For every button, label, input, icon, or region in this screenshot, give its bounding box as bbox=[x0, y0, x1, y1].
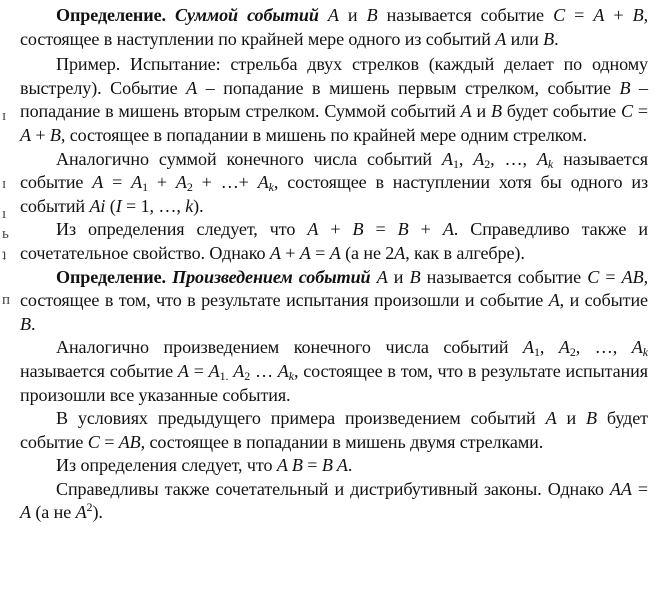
text-run: Пример. Испытание: стрельба двух стрелков (каждый делает по одному выстрелу). Событие bbox=[20, 54, 648, 98]
math-symbol: A bbox=[394, 242, 406, 263]
text-run: , состоящее в попадании в мишень по крайней мере одним стрелком. bbox=[60, 124, 587, 145]
math-symbol: A bbox=[299, 242, 311, 263]
math-symbol: A B bbox=[276, 455, 303, 476]
math-symbol: B bbox=[409, 266, 421, 287]
math-symbol: A bbox=[186, 77, 198, 98]
text-run: + bbox=[408, 219, 443, 240]
text-run: Аналогично произведением конечного числа событий bbox=[56, 337, 524, 358]
math-symbol: A bbox=[20, 124, 31, 145]
definition-sum bbox=[20, 4, 648, 51]
text-run: и bbox=[387, 266, 410, 287]
math-symbol: A bbox=[376, 266, 388, 287]
text-run: , …, bbox=[490, 148, 537, 169]
text-run: = bbox=[103, 172, 132, 193]
math-symbol: I bbox=[115, 195, 122, 216]
math-symbol: Ai bbox=[89, 195, 106, 216]
text-run: будет событие bbox=[501, 101, 622, 122]
subscript: 2 bbox=[244, 368, 251, 383]
text-run: Справедливы также сочетательный и дистрибутивный законы. Однако bbox=[56, 478, 610, 499]
math-symbol: A bbox=[442, 219, 454, 240]
math-symbol: A bbox=[257, 172, 269, 193]
text-run: называется событие bbox=[20, 360, 178, 381]
text-run: + …+ bbox=[192, 172, 258, 193]
text-run: . bbox=[554, 28, 559, 49]
math-symbol: A bbox=[307, 219, 319, 240]
text-run: = bbox=[363, 219, 398, 240]
text-run: . bbox=[30, 313, 36, 334]
text-run: Аналогично суммой конечного числа событий bbox=[56, 148, 442, 169]
text-run: = bbox=[99, 431, 119, 452]
text-run: называется событие bbox=[377, 5, 554, 25]
margin-mark: ʇ bbox=[2, 248, 7, 264]
text-run: будет событие bbox=[20, 408, 648, 452]
text-run: = bbox=[302, 455, 322, 476]
example-paragraph bbox=[20, 53, 648, 147]
text-run: = 1, …, bbox=[121, 195, 186, 216]
text-run: , состоящее в попадании в мишень двумя стрелками. bbox=[140, 431, 544, 452]
subscript: 1. bbox=[219, 368, 229, 383]
math-symbol: B bbox=[366, 5, 378, 25]
margin-mark: ɪ bbox=[2, 108, 7, 124]
math-symbol: A bbox=[442, 148, 453, 169]
math-symbol: A bbox=[269, 242, 281, 263]
subscript: 1 bbox=[533, 345, 540, 360]
subscript: 2 bbox=[569, 345, 576, 360]
math-symbol: A bbox=[536, 148, 548, 169]
definition-product bbox=[20, 266, 648, 337]
text-run: + bbox=[604, 5, 633, 25]
product-example-paragraph bbox=[20, 407, 648, 454]
math-symbol: B bbox=[543, 28, 555, 49]
math-symbol: A bbox=[233, 360, 245, 381]
math-symbol: A bbox=[548, 290, 560, 311]
text-run: + bbox=[280, 242, 300, 263]
subscript: 2 bbox=[186, 180, 193, 195]
text-run: – попадание в мишень первым стрелком, событие bbox=[197, 77, 620, 98]
math-symbol: B bbox=[490, 101, 502, 122]
text-run: = bbox=[565, 5, 594, 25]
text-run: + bbox=[30, 124, 50, 145]
math-symbol: A bbox=[277, 360, 289, 381]
math-symbol: A bbox=[495, 28, 507, 49]
math-symbol: B bbox=[586, 408, 597, 429]
text-run: ). bbox=[92, 502, 103, 523]
math-symbol: A bbox=[327, 5, 339, 25]
margin-mark: ɪ bbox=[2, 176, 7, 192]
math-symbol: A bbox=[175, 172, 187, 193]
text-run: , состоящее в наступлении хотя бы одного из событий bbox=[20, 172, 649, 216]
text-run: , bbox=[458, 148, 474, 169]
text-run: , и событие bbox=[559, 290, 648, 311]
math-symbol: B bbox=[49, 124, 61, 145]
term-sum: Суммой событий bbox=[175, 5, 319, 25]
laws-paragraph bbox=[20, 478, 648, 525]
math-symbol: A bbox=[208, 360, 220, 381]
math-symbol: AB bbox=[621, 266, 644, 287]
term-product: Произведением событий bbox=[172, 266, 371, 287]
text-run: = bbox=[633, 101, 649, 122]
subscript: k bbox=[642, 345, 648, 360]
text-run: … bbox=[250, 360, 278, 381]
text-run: = bbox=[188, 360, 209, 381]
math-symbol: C bbox=[587, 266, 600, 287]
text-run: (а не bbox=[30, 502, 76, 523]
text-run: . bbox=[347, 455, 353, 476]
text-run: В условиях предыдущего примера произведением событий bbox=[56, 408, 546, 429]
math-symbol: A bbox=[20, 502, 31, 523]
math-symbol: C bbox=[621, 101, 633, 122]
text-run: , …, bbox=[575, 337, 632, 358]
text-run: . Справедливо также и сочетательное свойство. Однако bbox=[20, 219, 648, 263]
math-symbol: C bbox=[553, 5, 566, 25]
math-symbol: AA bbox=[609, 478, 632, 499]
math-symbol: B bbox=[20, 313, 31, 334]
text-run bbox=[319, 5, 328, 25]
math-symbol: B bbox=[352, 219, 364, 240]
subscript: 2 bbox=[484, 156, 491, 171]
subscript: k bbox=[288, 368, 294, 383]
math-symbol: C bbox=[87, 431, 100, 452]
text-run: или bbox=[506, 28, 544, 49]
text-run: , состоящее в том, что в результате испытания произошли все указанные события. bbox=[20, 360, 648, 405]
sum-properties-paragraph bbox=[20, 218, 648, 265]
math-symbol: A bbox=[631, 337, 643, 358]
text-run: Из определения следует, что bbox=[56, 455, 277, 476]
text-run: + bbox=[318, 219, 353, 240]
text-run: называется событие bbox=[420, 266, 588, 287]
math-symbol: A bbox=[177, 360, 189, 381]
math-symbol: A bbox=[558, 337, 570, 358]
math-symbol: k bbox=[185, 195, 194, 216]
math-symbol: A bbox=[523, 337, 534, 358]
math-symbol: B bbox=[619, 77, 631, 98]
math-symbol: B A bbox=[321, 455, 348, 476]
text-run: = bbox=[599, 266, 622, 287]
math-symbol: A bbox=[593, 5, 605, 25]
text-run: , состоящее в том, что в результате испытания произошли и событие bbox=[20, 266, 648, 311]
math-symbol: B bbox=[397, 219, 409, 240]
math-symbol: A bbox=[92, 172, 104, 193]
text-run: , как в алгебре). bbox=[405, 242, 525, 263]
math-symbol: A bbox=[329, 242, 341, 263]
text-run: , состоящее в наступлении по крайней мере одного из событий bbox=[20, 5, 648, 49]
text-run: Из определения следует, что bbox=[56, 219, 308, 240]
margin-mark: п bbox=[2, 292, 11, 308]
text-run: + bbox=[148, 172, 176, 193]
text-run: и bbox=[471, 101, 491, 122]
definition-label: Определение. bbox=[56, 5, 166, 25]
document-page bbox=[20, 4, 648, 525]
text-run: и bbox=[556, 408, 587, 429]
text-run: и bbox=[338, 5, 367, 25]
text-run: ). bbox=[193, 195, 204, 216]
finite-product-paragraph bbox=[20, 336, 648, 407]
margin-mark: ı bbox=[2, 206, 7, 222]
text-run: = bbox=[310, 242, 330, 263]
subscript: 1 bbox=[452, 156, 459, 171]
text-run: называется событие bbox=[20, 148, 648, 193]
product-commutative-paragraph bbox=[20, 454, 648, 478]
text-run: (а не 2 bbox=[340, 242, 395, 263]
math-symbol: A bbox=[131, 172, 143, 193]
left-margin-artifacts bbox=[2, 0, 14, 596]
text-run: = bbox=[631, 478, 648, 499]
subscript: k bbox=[268, 180, 274, 195]
text-run: – попадание в мишень вторым стрелком. Суммой событий bbox=[20, 77, 648, 122]
text-run: , bbox=[539, 337, 559, 358]
definition-label: Определение. bbox=[56, 266, 166, 287]
math-symbol: B bbox=[632, 5, 644, 25]
math-symbol: A bbox=[460, 101, 472, 122]
superscript: 2 bbox=[86, 500, 93, 515]
subscript: 1 bbox=[142, 180, 148, 195]
margin-mark: ь bbox=[2, 226, 9, 242]
subscript: k bbox=[547, 156, 554, 171]
text-run: ( bbox=[105, 195, 116, 216]
math-symbol: AB bbox=[118, 431, 141, 452]
finite-sum-paragraph bbox=[20, 148, 648, 219]
math-symbol: A bbox=[473, 148, 485, 169]
math-symbol: A bbox=[75, 502, 87, 523]
math-symbol: A bbox=[545, 408, 557, 429]
